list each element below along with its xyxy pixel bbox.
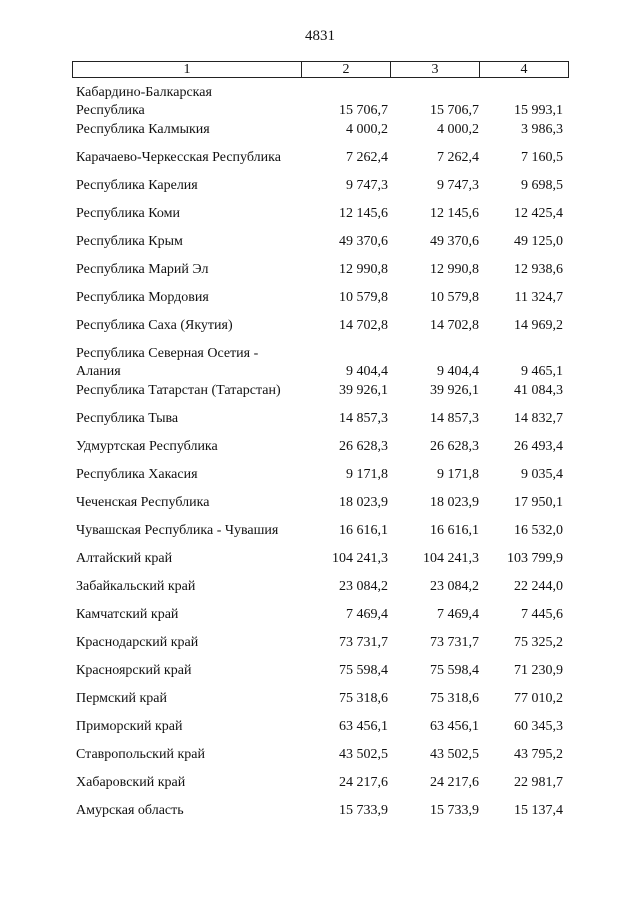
value-column-2: 24 217,6 — [339, 775, 388, 790]
value-column-3: 26 628,3 — [430, 439, 479, 454]
value-column-2: 73 731,7 — [339, 635, 388, 650]
value-column-4: 22 981,7 — [514, 775, 563, 790]
value-column-3: 49 370,6 — [430, 234, 479, 249]
value-column-2: 26 628,3 — [339, 439, 388, 454]
value-column-2: 4 000,2 — [346, 122, 388, 137]
value-column-2: 14 857,3 — [339, 411, 388, 426]
table-row — [0, 466, 640, 494]
value-column-4: 9 465,1 — [521, 364, 563, 379]
table-row — [0, 634, 640, 662]
value-column-4: 71 230,9 — [514, 663, 563, 678]
value-column-2: 12 990,8 — [339, 262, 388, 277]
table-row — [0, 205, 640, 233]
value-column-3: 39 926,1 — [430, 383, 479, 398]
value-column-3: 24 217,6 — [430, 775, 479, 790]
value-column-4: 9 698,5 — [521, 178, 563, 193]
region-name: Ставропольский край — [76, 747, 205, 762]
region-name: Чеченская Республика — [76, 495, 210, 510]
value-column-3: 7 262,4 — [437, 150, 479, 165]
value-column-2: 9 404,4 — [346, 364, 388, 379]
region-name: Республика Хакасия — [76, 467, 198, 482]
value-column-4: 3 986,3 — [521, 122, 563, 137]
value-column-4: 26 493,4 — [514, 439, 563, 454]
column-header-3: 3 — [391, 62, 480, 77]
value-column-2: 16 616,1 — [339, 523, 388, 538]
value-column-4: 7 160,5 — [521, 150, 563, 165]
value-column-3: 18 023,9 — [430, 495, 479, 510]
value-column-2: 9 747,3 — [346, 178, 388, 193]
value-column-3: 12 145,6 — [430, 206, 479, 221]
table-row — [0, 382, 640, 410]
value-column-4: 41 084,3 — [514, 383, 563, 398]
value-column-4: 60 345,3 — [514, 719, 563, 734]
region-name: Хабаровский край — [76, 775, 186, 790]
table-row — [0, 177, 640, 205]
region-name: Республика Крым — [76, 234, 183, 249]
value-column-3: 4 000,2 — [437, 122, 479, 137]
region-name: Амурская область — [76, 803, 184, 818]
table-row — [0, 233, 640, 261]
value-column-2: 15 733,9 — [339, 803, 388, 818]
region-name: Карачаево-Черкесская Республика — [76, 150, 281, 165]
region-name: Краснодарский край — [76, 635, 199, 650]
region-name: Красноярский край — [76, 663, 192, 678]
region-name: Кабардино-Балкарская Республика — [76, 85, 212, 118]
value-column-2: 9 171,8 — [346, 467, 388, 482]
value-column-2: 7 469,4 — [346, 607, 388, 622]
table-row — [0, 84, 640, 121]
table-row — [0, 802, 640, 830]
value-column-2: 49 370,6 — [339, 234, 388, 249]
table-row — [0, 149, 640, 177]
value-column-3: 9 747,3 — [437, 178, 479, 193]
value-column-4: 7 445,6 — [521, 607, 563, 622]
value-column-4: 22 244,0 — [514, 579, 563, 594]
value-column-2: 63 456,1 — [339, 719, 388, 734]
value-column-3: 14 702,8 — [430, 318, 479, 333]
value-column-2: 104 241,3 — [332, 551, 388, 566]
table-row — [0, 690, 640, 718]
value-column-2: 75 598,4 — [339, 663, 388, 678]
value-column-3: 75 318,6 — [430, 691, 479, 706]
table-row — [0, 438, 640, 466]
value-column-4: 12 425,4 — [514, 206, 563, 221]
value-column-2: 39 926,1 — [339, 383, 388, 398]
table-row — [0, 578, 640, 606]
region-name: Республика Марий Эл — [76, 262, 209, 277]
region-name: Республика Коми — [76, 206, 180, 221]
value-column-4: 15 993,1 — [514, 103, 563, 118]
table-row — [0, 606, 640, 634]
value-column-4: 15 137,4 — [514, 803, 563, 818]
region-name: Республика Тыва — [76, 411, 179, 426]
table-row — [0, 774, 640, 802]
value-column-3: 12 990,8 — [430, 262, 479, 277]
value-column-3: 16 616,1 — [430, 523, 479, 538]
value-column-3: 43 502,5 — [430, 747, 479, 762]
value-column-2: 75 318,6 — [339, 691, 388, 706]
region-name: Республика Саха (Якутия) — [76, 318, 233, 333]
value-column-2: 15 706,7 — [339, 103, 388, 118]
value-column-3: 9 404,4 — [437, 364, 479, 379]
table-row — [0, 289, 640, 317]
value-column-4: 77 010,2 — [514, 691, 563, 706]
value-column-3: 73 731,7 — [430, 635, 479, 650]
table-body — [0, 84, 640, 830]
table-row — [0, 121, 640, 149]
value-column-3: 63 456,1 — [430, 719, 479, 734]
value-column-4: 14 969,2 — [514, 318, 563, 333]
value-column-4: 9 035,4 — [521, 467, 563, 482]
value-column-2: 7 262,4 — [346, 150, 388, 165]
column-header-1: 1 — [73, 62, 302, 77]
value-column-4: 14 832,7 — [514, 411, 563, 426]
value-column-2: 14 702,8 — [339, 318, 388, 333]
region-name: Республика Северная Осетия - Алания — [76, 346, 259, 379]
value-column-2: 18 023,9 — [339, 495, 388, 510]
table-row — [0, 494, 640, 522]
region-name: Камчатский край — [76, 607, 179, 622]
value-column-4: 49 125,0 — [514, 234, 563, 249]
table-row — [0, 261, 640, 289]
table-row — [0, 662, 640, 690]
table-row — [0, 718, 640, 746]
region-name: Приморский край — [76, 719, 183, 734]
value-column-4: 43 795,2 — [514, 747, 563, 762]
value-column-3: 10 579,8 — [430, 290, 479, 305]
table-row — [0, 410, 640, 438]
table-row — [0, 317, 640, 345]
region-name: Республика Карелия — [76, 178, 198, 193]
value-column-4: 75 325,2 — [514, 635, 563, 650]
value-column-3: 104 241,3 — [423, 551, 479, 566]
column-header-4: 4 — [520, 62, 528, 77]
table-row — [0, 550, 640, 578]
region-name: Республика Калмыкия — [76, 122, 210, 137]
region-name: Чувашская Республика - Чувашия — [76, 523, 279, 538]
value-column-2: 23 084,2 — [339, 579, 388, 594]
value-column-2: 12 145,6 — [339, 206, 388, 221]
page-number: 4831 — [305, 28, 335, 44]
column-header-2: 2 — [302, 62, 391, 77]
value-column-4: 11 324,7 — [514, 290, 563, 305]
region-name: Забайкальский край — [76, 579, 196, 594]
value-column-3: 15 706,7 — [430, 103, 479, 118]
value-column-3: 75 598,4 — [430, 663, 479, 678]
region-name: Алтайский край — [76, 551, 173, 566]
region-name: Пермский край — [76, 691, 167, 706]
value-column-4: 17 950,1 — [514, 495, 563, 510]
region-name: Удмуртская Республика — [76, 439, 218, 454]
value-column-3: 23 084,2 — [430, 579, 479, 594]
value-column-4: 12 938,6 — [514, 262, 563, 277]
value-column-3: 14 857,3 — [430, 411, 479, 426]
value-column-3: 15 733,9 — [430, 803, 479, 818]
region-name: Республика Мордовия — [76, 290, 209, 305]
value-column-2: 10 579,8 — [339, 290, 388, 305]
value-column-3: 7 469,4 — [437, 607, 479, 622]
table-row — [0, 345, 640, 382]
value-column-4: 103 799,9 — [507, 551, 563, 566]
table-header — [72, 61, 569, 78]
value-column-4: 16 532,0 — [514, 523, 563, 538]
value-column-3: 9 171,8 — [437, 467, 479, 482]
table-row — [0, 746, 640, 774]
region-name: Республика Татарстан (Татарстан) — [76, 383, 281, 398]
table-row — [0, 522, 640, 550]
value-column-2: 43 502,5 — [339, 747, 388, 762]
